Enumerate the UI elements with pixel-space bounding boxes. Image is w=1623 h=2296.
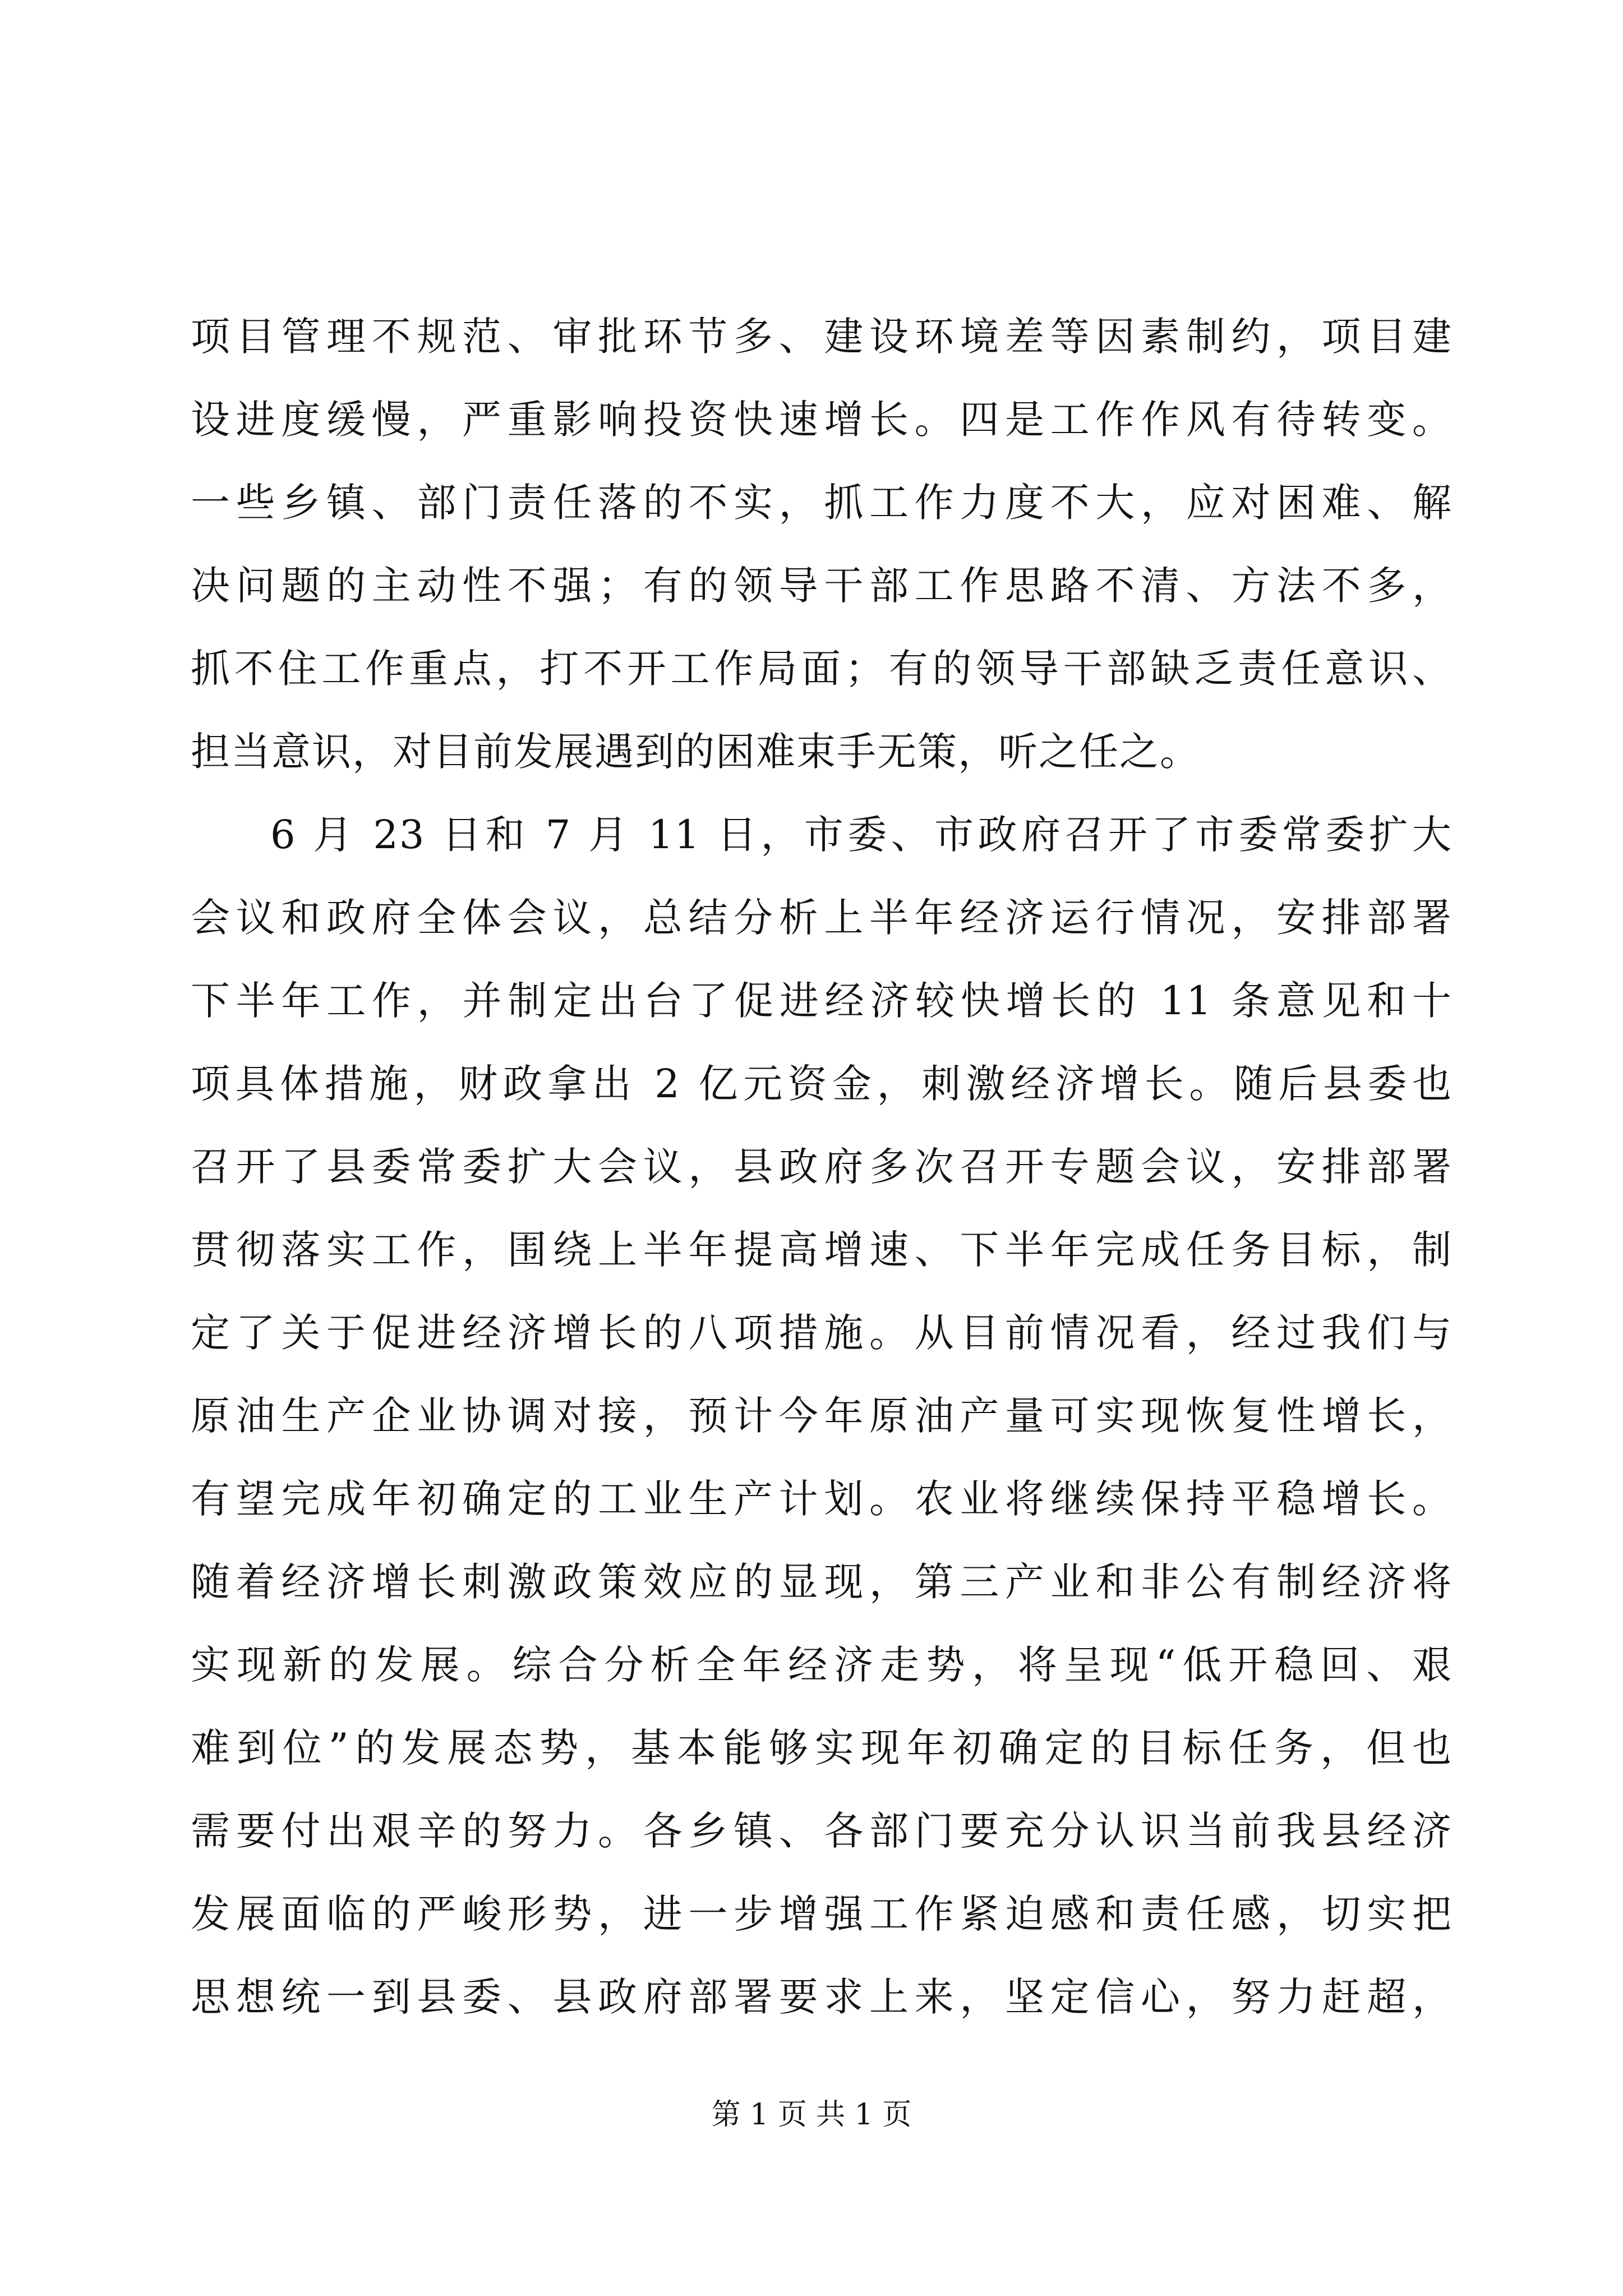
- page-footer: 第 1 页 共 1 页: [711, 2098, 912, 2132]
- paragraph-line-20: 发展面临的严峻形势，进一步增强工作紧迫感和责任感，切实把: [191, 1891, 1453, 1937]
- paragraph-line-12: 贯彻落实工作，围绕上半年提高增速、下半年完成任务目标，制: [191, 1227, 1453, 1273]
- paragraph-line-8: 会议和政府全体会议，总结分析上半年经济运行情况，安排部署: [191, 895, 1453, 941]
- paragraph-line-21: 思想统一到县委、县政府部署要求上来，坚定信心，努力赶超，: [191, 1974, 1453, 2020]
- paragraph-line-4: 决问题的主动性不强；有的领导干部工作思路不清、方法不多，: [191, 563, 1453, 609]
- paragraph-line-2: 设进度缓慢，严重影响投资快速增长。四是工作作风有待转变。: [191, 397, 1453, 443]
- paragraph-line-10: 项具体措施，财政拿出 2 亿元资金，刺激经济增长。随后县委也: [191, 1061, 1453, 1107]
- paragraph-line-11: 召开了县委常委扩大会议，县政府多次召开专题会议，安排部署: [191, 1144, 1453, 1190]
- paragraph-line-15: 有望完成年初确定的工业生产计划。农业将继续保持平稳增长。: [191, 1476, 1453, 1522]
- paragraph-line-18: 难到位”的发展态势，基本能够实现年初确定的目标任务，但也: [191, 1725, 1453, 1771]
- paragraph-line-9: 下半年工作，并制定出台了促进经济较快增长的 11 条意见和十: [191, 978, 1453, 1024]
- paragraph-line-1: 项目管理不规范、审批环节多、建设环境差等因素制约，项目建: [191, 314, 1453, 360]
- paragraph-line-13: 定了关于促进经济增长的八项措施。从目前情况看，经过我们与: [191, 1310, 1453, 1356]
- paragraph-line-3: 一些乡镇、部门责任落的不实，抓工作力度不大，应对困难、解: [191, 480, 1453, 526]
- paragraph-line-6: 担当意识，对目前发展遇到的困难束手无策，听之任之。: [191, 729, 1200, 775]
- paragraph-line-14: 原油生产企业协调对接，预计今年原油产量可实现恢复性增长，: [191, 1393, 1453, 1439]
- paragraph-line-7: 6 月 23 日和 7 月 11 日，市委、市政府召开了市委常委扩大: [270, 812, 1453, 858]
- paragraph-line-17: 实现新的发展。综合分析全年经济走势，将呈现“低开稳回、艰: [191, 1642, 1453, 1688]
- paragraph-line-5: 抓不住工作重点，打不开工作局面；有的领导干部缺乏责任意识、: [191, 646, 1453, 692]
- paragraph-line-16: 随着经济增长刺激政策效应的显现，第三产业和非公有制经济将: [191, 1559, 1453, 1605]
- paragraph-line-19: 需要付出艰辛的努力。各乡镇、各部门要充分认识当前我县经济: [191, 1808, 1453, 1854]
